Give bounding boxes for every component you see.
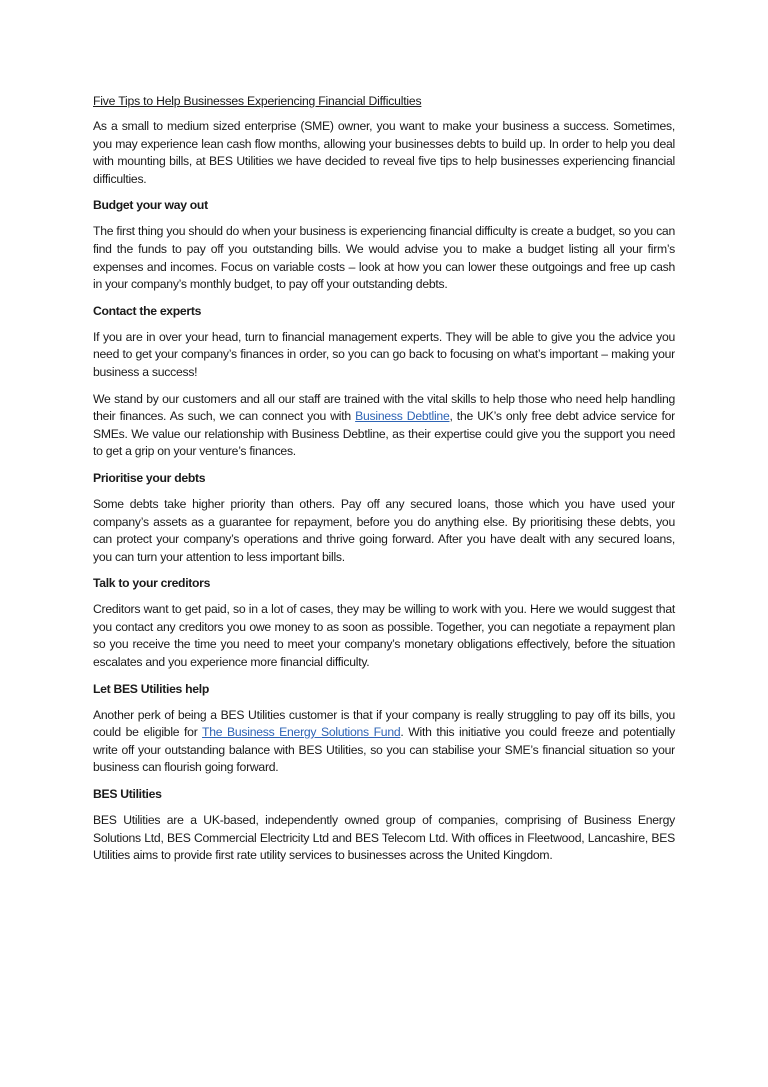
experts-paragraph-2 <box>93 391 675 461</box>
bes-help-paragraph <box>93 707 675 777</box>
document-title: Five Tips to Help Businesses Experiencing Financial Difficulties <box>93 94 422 108</box>
heading-bes-utilities: BES Utilities <box>93 787 162 802</box>
document-page <box>93 93 675 874</box>
heading-prioritise-debts: Prioritise your debts <box>93 470 206 485</box>
experts-text-after-link: , the UK’s only free debt advice service for SMEs. We value our relationship with Business Debtline, as their expertise could give you the support you need to get a grip on your venture’s finances. <box>93 409 675 459</box>
budget-paragraph: The first thing you should do when your business is experiencing financial difficulty is create a budget, so you can find the funds to pay off you outstanding bills. We would advise you to make a budget listing all your firm’s expenses and incomes. Focus on variable costs – look at how you can lower these outgoings and free up cash in your company’s monthly budget, to pay off your outstanding debts. <box>93 224 675 292</box>
heading-bes-help: Let BES Utilities help <box>93 681 209 696</box>
business-debtline-link[interactable]: Business Debtline <box>355 409 450 424</box>
experts-text-before-link: We stand by our customers and all our staff are trained with the vital skills to help those who need help handling their finances. As such, we can connect you with <box>93 391 675 424</box>
experts-paragraph-1: If you are in over your head, turn to financial management experts. They will be able to give you the advice you need to get your company’s finances in order, so you can go back to focusing on what’s important – making your business a success! <box>93 329 675 379</box>
heading-talk-creditors: Talk to your creditors <box>93 576 211 591</box>
bes-help-text-after-link: . With this initiative you could freeze and potentially write off your outstanding balance with BES Utilities, so you can stabilise your SME’s financial situation so your business can flourish going forward. <box>93 725 675 775</box>
intro-paragraph: As a small to medium sized enterprise (SME) owner, you want to make your business a success. Sometimes, you may experience lean cash flow months, allowing your businesses debts to build up. In order to help you deal with mounting bills, at BES Utilities we have decided to reveal five tips to help businesses experiencing financial difficulties. <box>93 119 675 186</box>
heading-budget: Budget your way out <box>93 198 208 213</box>
heading-contact-experts: Contact the experts <box>93 303 202 318</box>
business-energy-solutions-fund-link[interactable]: The Business Energy Solutions Fund <box>202 725 401 740</box>
prioritise-paragraph: Some debts take higher priority than others. Pay off any secured loans, those which you have used your company’s assets as a guarantee for repayment, before you do anything else. By prioritising these debts, you can protect your company’s operations and thrive going forward. After you have dealt with any secured loans, you can turn your attention to less important bills. <box>93 496 675 564</box>
about-paragraph: BES Utilities are a UK-based, independently owned group of companies, comprising of Business Energy Solutions Ltd, BES Commercial Electricity Ltd and BES Telecom Ltd. With offices in Fleetwood, Lancashire, BES Utilities aims to provide first rate utility services to businesses across the United Kingdom. <box>93 813 675 863</box>
creditors-paragraph: Creditors want to get paid, so in a lot of cases, they may be willing to work with you. Here we would suggest that you contact any creditors you owe money to as soon as possible. Together, you can negotiate a repayment plan so you receive the time you need to meet your company’s monetary obligations effectively, before the situation escalates and you experience more financial difficulty. <box>93 602 675 670</box>
bes-help-text-before-link: Another perk of being a BES Utilities customer is that if your company is really struggling to pay off its bills, you could be eligible for <box>93 707 675 740</box>
